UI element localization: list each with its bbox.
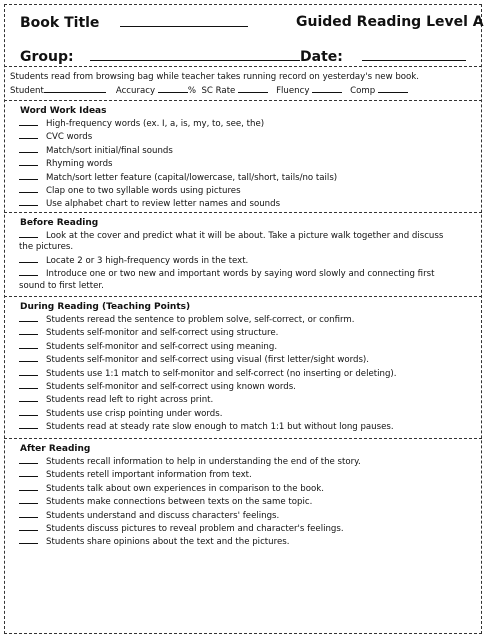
percent-label: % xyxy=(187,86,196,96)
list-item: Match/sort letter feature (capital/lowercase, tall/short, tails/no tails) xyxy=(19,171,482,184)
intro-block xyxy=(10,71,419,98)
date-row xyxy=(300,48,466,65)
list-item: Students discuss pictures to reveal problem and character's feelings. xyxy=(19,522,482,535)
checkbox-line[interactable] xyxy=(19,407,38,416)
student-field[interactable] xyxy=(44,84,106,93)
section-title: Before Reading xyxy=(20,218,99,228)
after-reading-section xyxy=(4,438,482,549)
fluency-field[interactable] xyxy=(312,84,342,93)
section-title: Word Work Ideas xyxy=(20,106,107,116)
sc-rate-field[interactable] xyxy=(238,84,268,93)
list-item: Clap one to two syllable words using pictures xyxy=(19,184,482,197)
list-item: Match/sort initial/final sounds xyxy=(19,144,482,157)
checkbox-line[interactable] xyxy=(19,254,38,263)
checkbox-line[interactable] xyxy=(19,420,38,429)
list-item: Rhyming words xyxy=(19,157,482,170)
list-item: Students understand and discuss characters' feelings. xyxy=(19,509,482,522)
list-item: Students read at steady rate slow enough to match 1:1 but without long pauses. xyxy=(19,420,482,433)
during-reading-section xyxy=(4,296,482,434)
checkbox-line[interactable] xyxy=(19,130,38,139)
checkbox-line[interactable] xyxy=(19,144,38,153)
checkbox-line[interactable] xyxy=(19,468,38,477)
book-title-field[interactable] xyxy=(120,14,248,27)
checkbox-line[interactable] xyxy=(19,184,38,193)
group-label: Group: xyxy=(20,49,74,65)
list-item: Students self-monitor and self-correct using visual (first letter/sight words). xyxy=(19,353,482,366)
list-item: Students use crisp pointing under words. xyxy=(19,407,482,420)
list-item: CVC words xyxy=(19,130,482,143)
list-item: Look at the cover and predict what it will be about. Take a picture walk together and discuss the pictures. xyxy=(19,231,444,253)
checkbox-line[interactable] xyxy=(19,117,38,126)
checkbox-line[interactable] xyxy=(19,509,38,518)
list-item: Students share opinions about the text and the pictures. xyxy=(19,535,482,548)
section-title: After Reading xyxy=(20,444,91,454)
checkbox-line[interactable] xyxy=(19,522,38,531)
list-item: Introduce one or two new and important words by saying word slowly and connecting first sound to first letter. xyxy=(19,269,435,291)
list-item: Use alphabet chart to review letter names and sounds xyxy=(19,197,482,210)
checkbox-line[interactable] xyxy=(19,313,38,322)
checkbox-line[interactable] xyxy=(19,535,38,544)
record-row xyxy=(10,84,419,98)
checkbox-line[interactable] xyxy=(19,340,38,349)
checkbox-line[interactable] xyxy=(19,353,38,362)
comp-label: Comp xyxy=(350,86,376,96)
sc-rate-label: SC Rate xyxy=(201,86,236,96)
checkbox-line[interactable] xyxy=(19,197,38,206)
checkbox-line[interactable] xyxy=(19,482,38,491)
fluency-label: Fluency xyxy=(276,86,310,96)
list-item: Students make connections between texts on the same topic. xyxy=(19,495,482,508)
checkbox-line[interactable] xyxy=(19,393,38,402)
group-row xyxy=(20,48,300,65)
student-label: Student xyxy=(10,86,44,96)
checkbox-line[interactable] xyxy=(19,171,38,180)
list-item: Students use 1:1 match to self-monitor and self-correct (no inserting or deleting). xyxy=(19,367,482,380)
checkbox-line[interactable] xyxy=(19,380,38,389)
list-item: Students self-monitor and self-correct using meaning. xyxy=(19,340,482,353)
list-item: Students self-monitor and self-correct using known words. xyxy=(19,380,482,393)
list-item: Students read left to right across print. xyxy=(19,393,482,406)
before-reading-section xyxy=(4,212,482,292)
checkbox-line[interactable] xyxy=(19,326,38,335)
level-label: Guided Reading Level A xyxy=(296,14,484,30)
date-field[interactable] xyxy=(362,48,466,61)
list-item: Students reread the sentence to problem solve, self-correct, or confirm. xyxy=(19,313,482,326)
list-item: Students self-monitor and self-correct using structure. xyxy=(19,326,482,339)
book-title-row xyxy=(20,14,248,31)
book-title-label: Book Title xyxy=(20,15,100,31)
list-item: Students retell important information from text. xyxy=(19,468,482,481)
group-field[interactable] xyxy=(90,48,300,61)
list-item: Students recall information to help in understanding the end of the story. xyxy=(19,455,482,468)
intro-divider xyxy=(4,66,482,67)
checkbox-line[interactable] xyxy=(19,455,38,464)
checkbox-line[interactable] xyxy=(19,157,38,166)
date-label: Date: xyxy=(300,49,343,65)
comp-field[interactable] xyxy=(378,84,408,93)
checkbox-line[interactable] xyxy=(19,367,38,376)
checkbox-line[interactable] xyxy=(19,495,38,504)
checkbox-line[interactable] xyxy=(19,229,38,238)
list-item: Locate 2 or 3 high-frequency words in the text. xyxy=(19,254,482,267)
list-item: High-frequency words (ex. I, a, is, my, to, see, the) xyxy=(19,117,482,130)
word-work-section xyxy=(4,100,482,211)
intro-line: Students read from browsing bag while teacher takes running record on yesterday's new book. xyxy=(10,72,420,82)
section-title: During Reading (Teaching Points) xyxy=(20,302,191,312)
accuracy-field[interactable] xyxy=(158,84,188,93)
accuracy-label: Accuracy xyxy=(115,86,156,96)
checkbox-line[interactable] xyxy=(19,267,38,276)
list-item: Students talk about own experiences in comparison to the book. xyxy=(19,482,482,495)
